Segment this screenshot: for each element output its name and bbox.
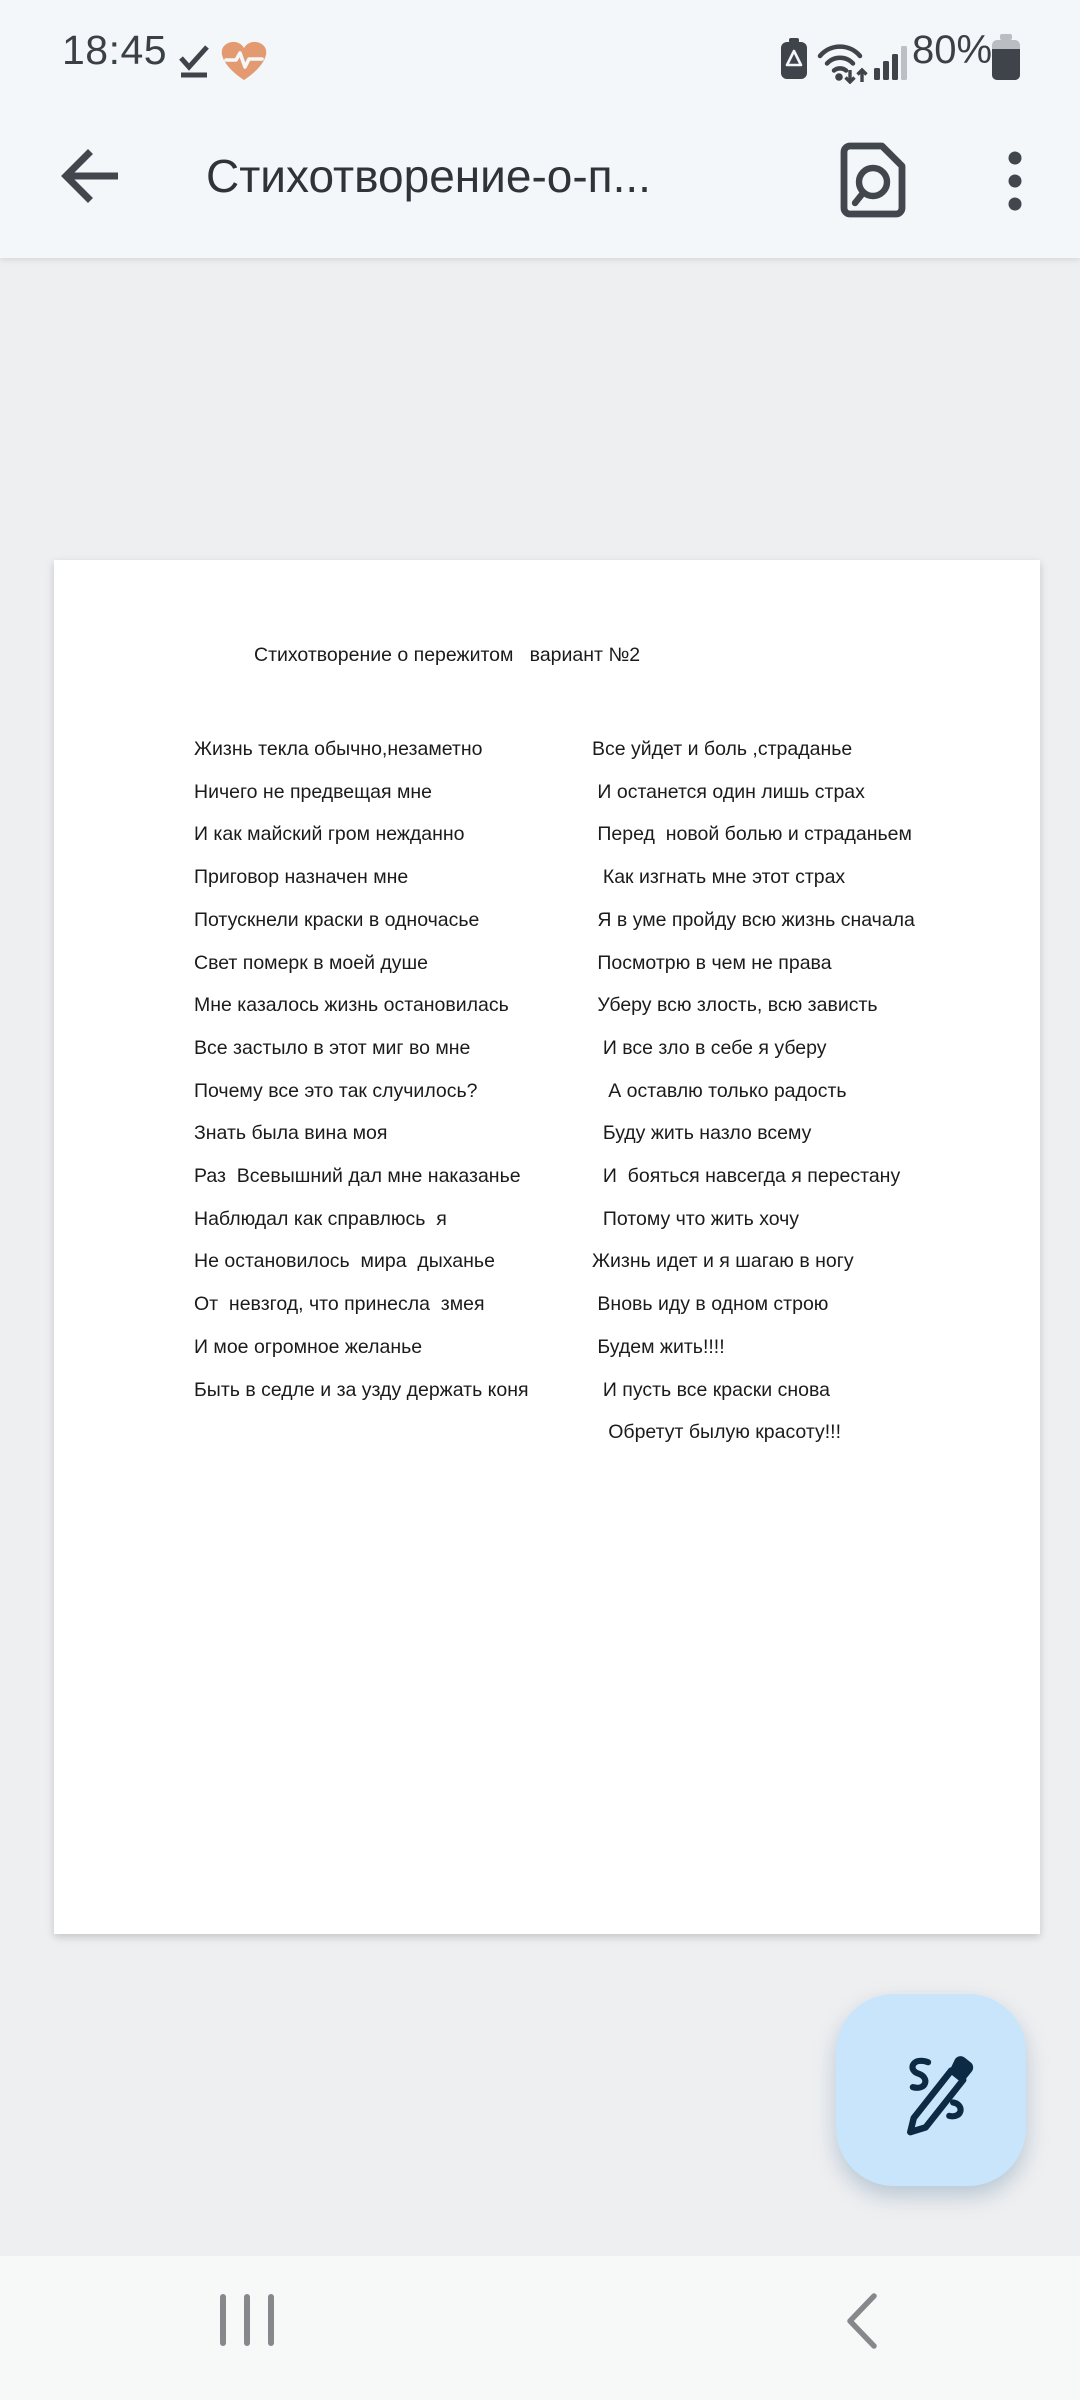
recents-button[interactable]	[220, 2294, 274, 2346]
poem-line: И бояться навсегда я перестану	[592, 1165, 901, 1188]
poem-line: И все зло в себе я уберу	[592, 1036, 827, 1059]
poem-line: Перед новой болью и страданьем	[592, 823, 912, 846]
poem-line: Посмотрю в чем не права	[592, 951, 832, 974]
more-options-button[interactable]	[998, 146, 1032, 216]
poem-line: Почему все это так случилось?	[194, 1079, 478, 1102]
header	[0, 0, 1080, 258]
battery-percent: 80%	[912, 28, 993, 72]
poem-line: Как изгнать мне этот страх	[592, 866, 846, 889]
poem-line: А оставлю только радость	[592, 1079, 847, 1102]
signal-bars-icon	[874, 44, 910, 80]
document-search-icon	[840, 142, 908, 218]
back-button[interactable]	[58, 144, 124, 208]
battery-saver-icon	[780, 38, 808, 80]
poem-left-column	[194, 728, 529, 1411]
home-button[interactable]	[527, 2292, 577, 2348]
download-check-icon	[176, 42, 212, 80]
poem-line: Жизнь идет и я шагаю в ногу	[592, 1250, 854, 1273]
nav-back-button[interactable]	[842, 2292, 880, 2350]
poem-line: Ничего не предвещая мне	[194, 780, 433, 803]
poem-line: Наблюдал как справлюсь я	[194, 1207, 447, 1230]
poem-line: И мое огромное желанье	[194, 1335, 423, 1358]
poem-line: Все застыло в этот миг во мне	[194, 1036, 471, 1059]
status-time: 18:45	[62, 27, 168, 73]
find-in-document-button[interactable]	[840, 142, 908, 218]
annotate-fab-button[interactable]	[836, 1994, 1026, 2186]
back-arrow-icon	[58, 144, 124, 208]
document-viewer[interactable]	[0, 258, 1080, 2256]
poem-line: Приговор назначен мне	[194, 866, 409, 889]
poem-line: Потому что жить хочу	[592, 1207, 800, 1230]
poem-line: Мне казалось жизнь остановилась	[194, 994, 509, 1017]
stylus-edit-icon	[885, 2044, 977, 2136]
poem-line: Раз Всевышний дал мне наказанье	[194, 1165, 521, 1188]
poem-line: Свет померк в моей душе	[194, 951, 429, 974]
poem-line: Уберу всю злость, всю зависть	[592, 994, 878, 1017]
poem-line: Будем жить!!!!	[592, 1335, 725, 1358]
poem-line: Не остановилось мира дыханье	[194, 1250, 495, 1273]
poem-line: Вновь иду в одном строю	[592, 1293, 829, 1316]
poem-line: И как майский гром нежданно	[194, 823, 465, 846]
back-chevron-icon	[842, 2292, 880, 2350]
poem-right-column	[592, 728, 915, 1454]
poem-line: Буду жить назло всему	[592, 1122, 812, 1145]
poem-line: И останется один лишь страх	[592, 780, 865, 803]
poem-line: Жизнь текла обычно,незаметно	[194, 738, 483, 760]
navigation-bar	[0, 2256, 1080, 2400]
page-title: Стихотворение-о-п...	[206, 150, 651, 202]
poem-line: И пусть все краски снова	[592, 1378, 830, 1401]
document-title: Стихотворение о пережитом вариант №2	[254, 644, 641, 666]
poem-line: Знать была вина моя	[194, 1122, 388, 1145]
document-page	[54, 560, 1040, 1934]
poem-line: Обретут былую красоту!!!	[592, 1421, 841, 1444]
more-options-icon	[998, 146, 1032, 216]
health-heart-icon	[220, 40, 268, 82]
poem-line: Я в уме пройду всю жизнь сначала	[592, 908, 915, 931]
poem-line: Все уйдет и боль ,страданье	[592, 738, 853, 760]
wifi-arrows-icon	[814, 40, 870, 84]
recents-icon	[220, 2294, 226, 2346]
poem-line: Потускнели краски в одночасье	[194, 908, 480, 931]
poem-line: Быть в седле и за узду держать коня	[194, 1378, 529, 1401]
poem-line: От невзгод, что принесла змея	[194, 1293, 485, 1316]
battery-icon	[992, 34, 1020, 80]
